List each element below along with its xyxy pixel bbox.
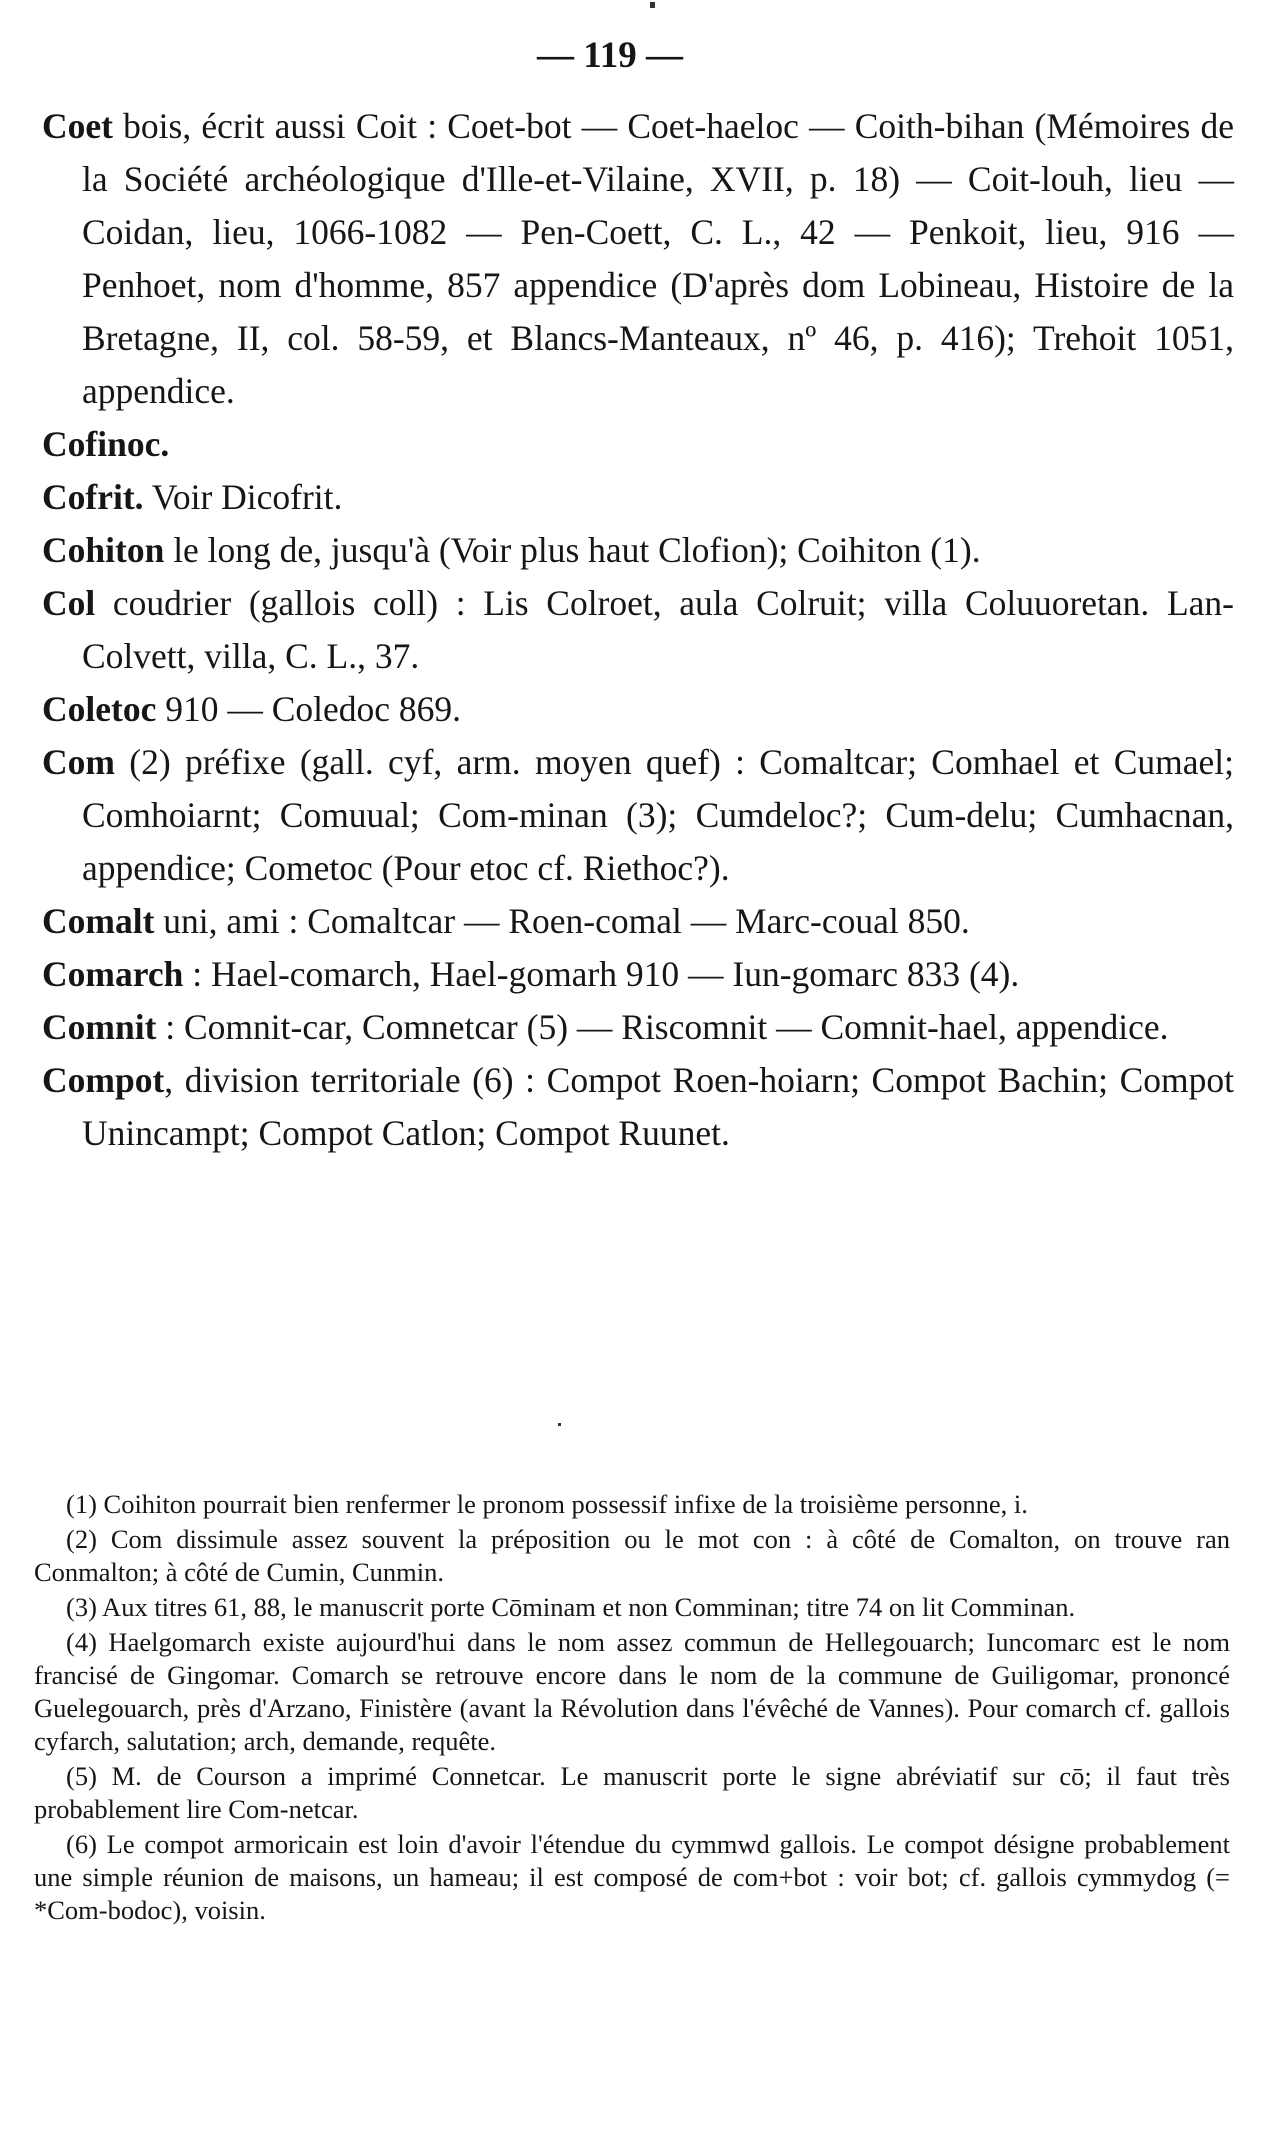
footnote-2: (2) Com dissimule assez souvent la préposition ou le mot con : à côté de Comalton, on trouve ran Conmalton; à côté de Cumin, Cunmin. bbox=[34, 1524, 1230, 1587]
footnote-3: (3) Aux titres 61, 88, le manuscrit porte Cōminam et non Comminan; titre 74 on lit Comminan. bbox=[66, 1592, 1076, 1622]
entry-text: bois, écrit aussi Coit : Coet-bot — Coet-haeloc — Coith-bihan (Mémoires de la Société archéologique d'Ille-et-Vilaine, XVII, p. 18) — Coit-louh, lieu — Coidan, lieu, 1066-1082 — Pen-Coett, C. L., 42 — Penkoit, lieu, 916 — Penhoet, nom d'homme, 857 appendice (D'après dom Lobineau, Histoire de la Bretagne, II, col. 58-59, et Blancs-Manteaux, nº 46, p. 416); Trehoit 1051, appendice. bbox=[82, 106, 1234, 411]
footnotes bbox=[34, 1488, 1230, 1929]
footnote-1: (1) Coihiton pourrait bien renfermer le pronom possessif infixe de la troisième personne, i. bbox=[66, 1489, 1028, 1519]
footnote-5: (5) M. de Courson a imprimé Connetcar. Le manuscrit porte le signe abréviatif sur cō; il faut très probablement lire Com-netcar. bbox=[34, 1761, 1230, 1824]
headword: Comalt bbox=[42, 901, 155, 941]
headword: Coet bbox=[42, 106, 113, 146]
dictionary-entries bbox=[42, 100, 1234, 1160]
entry-coet bbox=[42, 100, 1234, 418]
entry-cofinoc bbox=[42, 418, 1234, 471]
headword: Cohiton bbox=[42, 530, 165, 570]
page-number: — 119 — bbox=[537, 35, 683, 76]
entry-compot bbox=[42, 1054, 1234, 1160]
entry-comalt bbox=[42, 895, 1234, 948]
entry-text: coudrier (gallois coll) : Lis Colroet, aula Colruit; villa Coluuoretan. Lan-Colvett, villa, C. L., 37. bbox=[82, 583, 1234, 676]
headword: Comarch bbox=[42, 954, 184, 994]
entry-text: 910 — Coledoc 869. bbox=[156, 689, 462, 729]
footnote-6: (6) Le compot armoricain est loin d'avoir l'étendue du cymmwd gallois. Le compot désigne probablement une simple réunion de maisons, un hameau; il est composé de com+bot : voir bot; cf. gallois cymmydog (= *Com-bodoc), voisin. bbox=[34, 1829, 1230, 1925]
headword: Col bbox=[42, 583, 96, 623]
entry-text: le long de, jusqu'à (Voir plus haut Clofion); Coihiton (1). bbox=[164, 530, 981, 570]
headword: Coletoc bbox=[42, 689, 157, 729]
entry-col bbox=[42, 577, 1234, 683]
entry-text: (2) préfixe (gall. cyf, arm. moyen quef) : Comaltcar; Comhael et Cumael; Comhoiarnt; Comuual; Com-minan (3); Cumdeloc?; Cum-delu; Cumhacnan, appendice; Cometoc (Pour etoc cf. Riethoc?). bbox=[82, 742, 1234, 888]
entry-com bbox=[42, 736, 1234, 895]
entry-text: : Hael-comarch, Hael-gomarh 910 — Iun-gomarc 833 (4). bbox=[183, 954, 1020, 994]
entry-comarch bbox=[42, 948, 1234, 1001]
headword: Com bbox=[42, 742, 115, 782]
entry-text: Voir Dicofrit. bbox=[143, 477, 343, 517]
ink-speck bbox=[558, 1423, 561, 1426]
headword: Cofrit. bbox=[42, 477, 144, 517]
entry-cofrit bbox=[42, 471, 1234, 524]
footnote-4: (4) Haelgomarch existe aujourd'hui dans le nom assez commun de Hellegouarch; Iuncomarc est le nom francisé de Gingomar. Comarch se retrouve encore dans le nom de la commune de Guiligomar, prononcé Guelegouarch, près d'Arzano, Finistère (avant la Révolution dans l'évêché de Vannes). Pour comarch cf. gallois cyfarch, salutation; arch, demande, requête. bbox=[34, 1627, 1230, 1756]
entry-comnit bbox=[42, 1001, 1234, 1054]
ink-mark bbox=[650, 2, 655, 8]
entry-text: : Comnit-car, Comnetcar (5) — Riscomnit — Comnit-hael, appendice. bbox=[156, 1007, 1169, 1047]
entry-text: uni, ami : Comaltcar — Roen-comal — Marc-coual 850. bbox=[154, 901, 970, 941]
entry-coletoc bbox=[42, 683, 1234, 736]
headword: Compot bbox=[42, 1060, 165, 1100]
headword: Comnit bbox=[42, 1007, 157, 1047]
headword: Cofinoc. bbox=[42, 424, 170, 464]
entry-cohiton bbox=[42, 524, 1234, 577]
entry-text: , division territoriale (6) : Compot Roen-hoiarn; Compot Bachin; Compot Unincampt; Compot Catlon; Compot Ruunet. bbox=[82, 1060, 1234, 1153]
